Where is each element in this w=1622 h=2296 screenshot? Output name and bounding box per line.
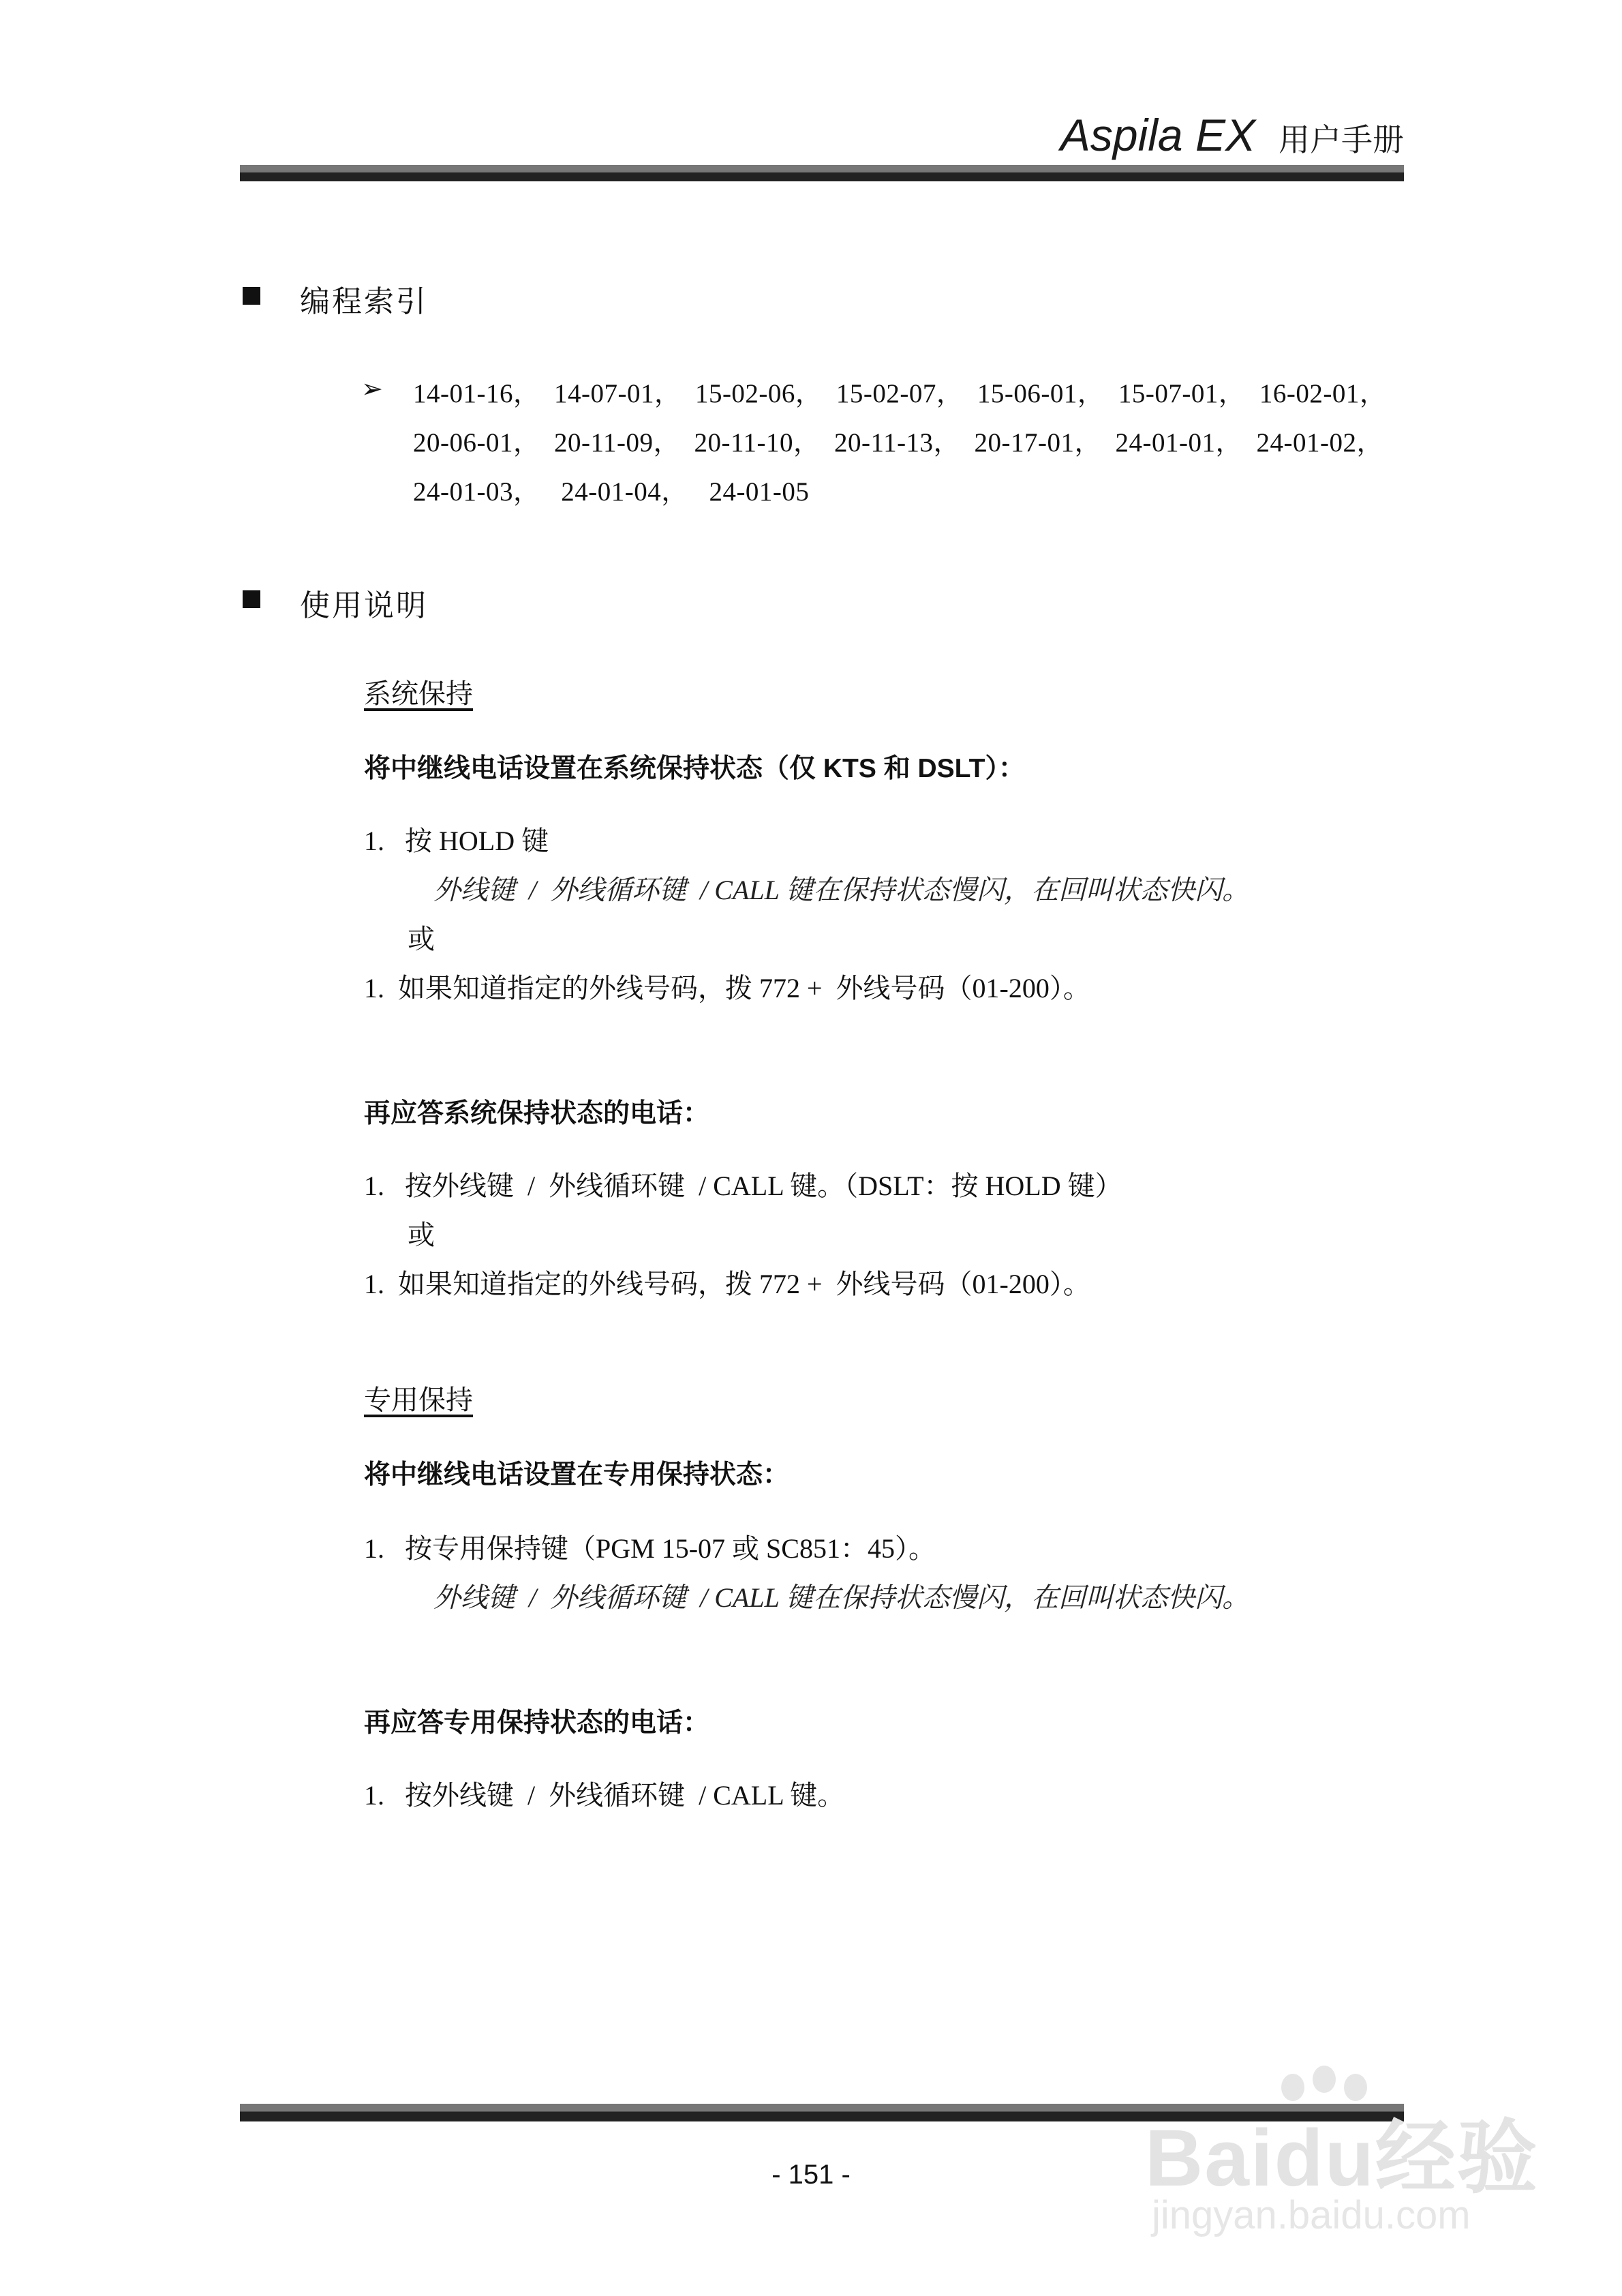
product-name: Aspila EX xyxy=(1060,110,1255,160)
system-hold-step-1: 1. 按 HOLD 键 xyxy=(364,826,549,856)
system-hold-retrieve-step-1: 1. 按外线键 / 外线循环键 / CALL 键。（DSLT：按 HOLD 键） xyxy=(364,1170,1122,1201)
arrow-bullet-icon: ➢ xyxy=(361,375,383,404)
system-hold-retrieve-heading: 再应答系统保持状态的电话： xyxy=(364,1099,710,1128)
system-hold-or-2: 或 xyxy=(408,1220,435,1250)
system-hold-alt-step-2: 1. 如果知道指定的外线号码，拨 772 + 外线号码（01-200）。 xyxy=(364,1269,1090,1299)
watermark-brand: Baidu经验 xyxy=(1145,2113,1539,2203)
page-header xyxy=(927,109,1404,161)
subheading-exclusive-hold: 专用保持 xyxy=(364,1385,473,1415)
system-hold-note: 外线键 / 外线循环键 / CALL 键在保持状态慢闪，在回叫状态快闪。 xyxy=(433,875,1250,905)
exclusive-hold-put-heading: 将中继线电话设置在专用保持状态： xyxy=(364,1460,790,1490)
manual-title: 用户手册 xyxy=(1279,122,1404,157)
program-ref-line-1: 14-01-16， 14-07-01， 15-02-06， 15-02-07， 15-06-01， 15-07-01， 16-02-01， xyxy=(413,379,1387,408)
exclusive-hold-note: 外线键 / 外线循环键 / CALL 键在保持状态慢闪，在回叫状态快闪。 xyxy=(433,1582,1250,1613)
section-bullet-icon xyxy=(243,590,260,608)
watermark-url: jingyan.baidu.com xyxy=(1152,2193,1471,2237)
section-bullet-icon xyxy=(243,287,260,305)
section-heading-usage: 使用说明 xyxy=(300,589,428,622)
exclusive-hold-retrieve-heading: 再应答专用保持状态的电话： xyxy=(364,1708,710,1738)
system-hold-put-heading: 将中继线电话设置在系统保持状态（仅 KTS 和 DSLT）： xyxy=(364,754,1025,783)
exclusive-hold-retrieve-step-1: 1. 按外线键 / 外线循环键 / CALL 键。 xyxy=(364,1780,845,1811)
program-ref-line-3: 24-01-03， 24-01-04， 24-01-05 xyxy=(413,477,810,507)
header-rule xyxy=(240,165,1404,181)
system-hold-alt-step-1: 1. 如果知道指定的外线号码，拨 772 + 外线号码（01-200）。 xyxy=(364,973,1090,1003)
subheading-system-hold: 系统保持 xyxy=(364,679,473,709)
program-ref-line-2: 20-06-01， 20-11-09， 20-11-10， 20-11-13， 20-17-01， 24-01-01， 24-01-02， xyxy=(413,428,1383,457)
page-number: - 151 - xyxy=(771,2160,851,2190)
section-heading-programming-index: 编程索引 xyxy=(300,285,428,318)
exclusive-hold-step-1: 1. 按专用保持键（PGM 15-07 或 SC851：45）。 xyxy=(364,1533,936,1564)
system-hold-or-1: 或 xyxy=(408,924,435,954)
